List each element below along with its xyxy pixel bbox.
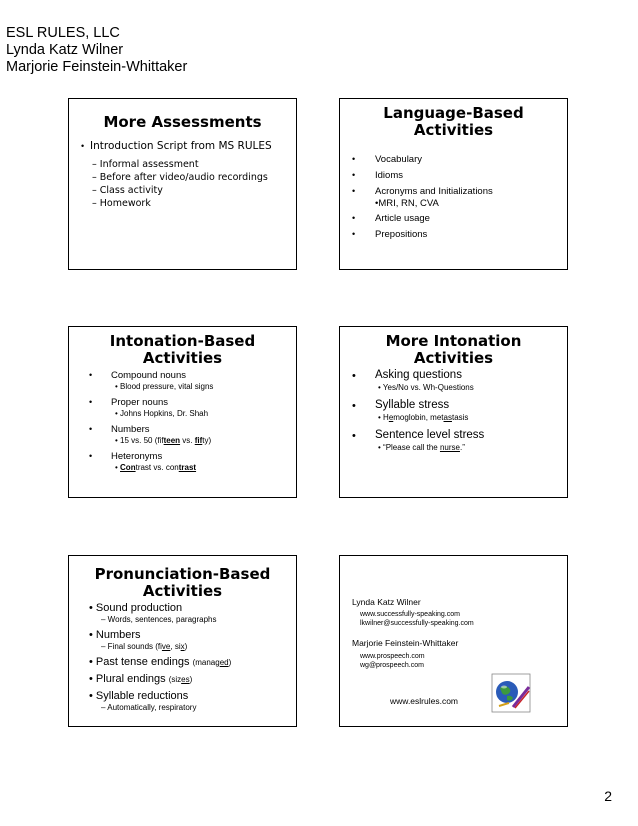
slide-title-line2: Activities xyxy=(413,121,494,139)
list-item-past: • Past tense endings (managed) xyxy=(89,656,232,668)
sub-item: Homework xyxy=(99,198,151,209)
sub-item: Words, sentences, paragraphs xyxy=(107,615,217,624)
bullet-icon: • xyxy=(352,229,356,239)
slide-title: More Assessments xyxy=(103,113,262,131)
slide-title-line2: Activities xyxy=(413,349,494,367)
contact-name-1: Lynda Katz Wilner xyxy=(352,597,421,607)
list-item-plural: • Plural endings (sizes) xyxy=(89,673,193,685)
list-item: Article usage xyxy=(375,213,430,224)
slide-pronunciation-based: Pronunciation-Based Activities • Sound production – Words, sentences, paragraphs • Numbers – Final sounds (five, six) • Past tense endings (managed) • Plural endings (sizes) • Syllable reductions – Automatically, respiratory xyxy=(68,555,297,727)
list-item: Heteronyms xyxy=(111,451,163,462)
sub-item: Automatically, respiratory xyxy=(107,703,197,712)
list-item: Sound production xyxy=(95,602,183,614)
slide-title-line2: Activities xyxy=(142,582,223,600)
list-item: Prepositions xyxy=(375,229,428,240)
sub-item: Before after video/audio recordings xyxy=(99,172,268,183)
sub-item-heteronyms: • Contrast vs. contrast xyxy=(115,463,197,472)
page-number: 2 xyxy=(604,788,612,804)
list-item: Syllable stress xyxy=(375,399,450,411)
slide-title-line2: Activities xyxy=(142,349,223,367)
slide-title-line1: Intonation-Based xyxy=(109,332,256,350)
list-item: Vocabulary xyxy=(375,154,423,165)
author-name-2: Marjorie Feinstein-Whittaker xyxy=(6,59,188,75)
slide-intonation-based: Intonation-Based Activities • Compound nouns • Blood pressure, vital signs • Proper nouns • Johns Hopkins, Dr. Shah • Numbers • 15 vs. 50 (fifteen vs. fifty) • Heteronyms • Contrast vs. contrast xyxy=(68,326,297,498)
contact-website-2[interactable]: www.prospeech.com xyxy=(360,653,425,660)
sub-item: MRI, RN, CVA xyxy=(378,198,439,209)
slide-more-intonation: More Intonation Activities • Asking questions • Yes/No vs. Wh-Questions • Syllable stress • Hemoglobin, metastasis • Sentence level stress • “Please call the nurse.” xyxy=(339,326,568,498)
bullet-icon: • xyxy=(352,370,356,382)
contact-email-1[interactable]: lkwilner@successfully-speaking.com xyxy=(360,620,474,627)
sub-item: Class activity xyxy=(99,185,163,196)
company-name: ESL RULES, LLC xyxy=(6,25,120,41)
list-item: Numbers xyxy=(111,424,150,435)
slide-more-assessments: More Assessments • Introduction Script from MS RULES – Informal assessment – Before after video/audio recordings – Class activity – Homework xyxy=(68,98,297,270)
sub-item: Blood pressure, vital signs xyxy=(120,382,214,391)
list-item: Acronyms and Initializations xyxy=(375,186,493,197)
sub-item-numbers: • 15 vs. 50 (fifteen vs. fifty) xyxy=(115,436,212,445)
bullet-icon: • xyxy=(352,154,356,164)
list-item: Proper nouns xyxy=(111,397,169,408)
bullet-icon: • xyxy=(89,397,93,407)
sub-item-numbers: – Final sounds (five, six) xyxy=(101,642,188,651)
sub-item: Informal assessment xyxy=(99,159,199,170)
bullet-icon: • xyxy=(352,186,356,196)
contact-site[interactable]: www.eslrules.com xyxy=(390,696,459,706)
slide-title-line1: Pronunciation-Based xyxy=(94,565,271,583)
sub-item-sentence: • “Please call the nurse.” xyxy=(378,443,465,452)
bullet-icon: • xyxy=(352,170,356,180)
list-item: Asking questions xyxy=(375,369,462,381)
list-item: Numbers xyxy=(95,629,141,641)
list-item: Sentence level stress xyxy=(375,429,485,441)
list-item: Idioms xyxy=(375,170,403,181)
bullet-icon: • xyxy=(352,430,356,442)
slide-title-line1: Language-Based xyxy=(383,104,524,122)
contact-name-2: Marjorie Feinstein-Whittaker xyxy=(352,638,459,648)
sub-item: Johns Hopkins, Dr. Shah xyxy=(120,409,209,418)
sub-item: Yes/No vs. Wh-Questions xyxy=(382,383,474,392)
contact-email-2[interactable]: wg@prospeech.com xyxy=(360,662,424,669)
slide-language-based: Language-Based Activities • Vocabulary • Idioms • Acronyms and Initializations •MRI, RN, CVA • Article usage • Prepositions xyxy=(339,98,568,270)
bullet-icon: • xyxy=(81,141,85,151)
bullet-text: Introduction Script from MS RULES xyxy=(90,140,272,152)
contact-website-1[interactable]: www.successfully-speaking.com xyxy=(360,611,460,618)
bullet-icon: • xyxy=(89,451,93,461)
slide-contacts xyxy=(339,555,568,727)
author-name-1: Lynda Katz Wilner xyxy=(6,42,124,58)
bullet-icon: • xyxy=(352,213,356,223)
bullet-icon: • xyxy=(352,400,356,412)
bullet-icon: • xyxy=(89,424,93,434)
bullet-icon: • xyxy=(89,370,93,380)
list-item: Compound nouns xyxy=(111,370,186,381)
list-item: Syllable reductions xyxy=(95,690,189,702)
globe-logo-icon xyxy=(491,673,531,713)
sub-item-stress: • Hemoglobin, metastasis xyxy=(378,413,469,422)
slide-title-line1: More Intonation xyxy=(385,332,522,350)
